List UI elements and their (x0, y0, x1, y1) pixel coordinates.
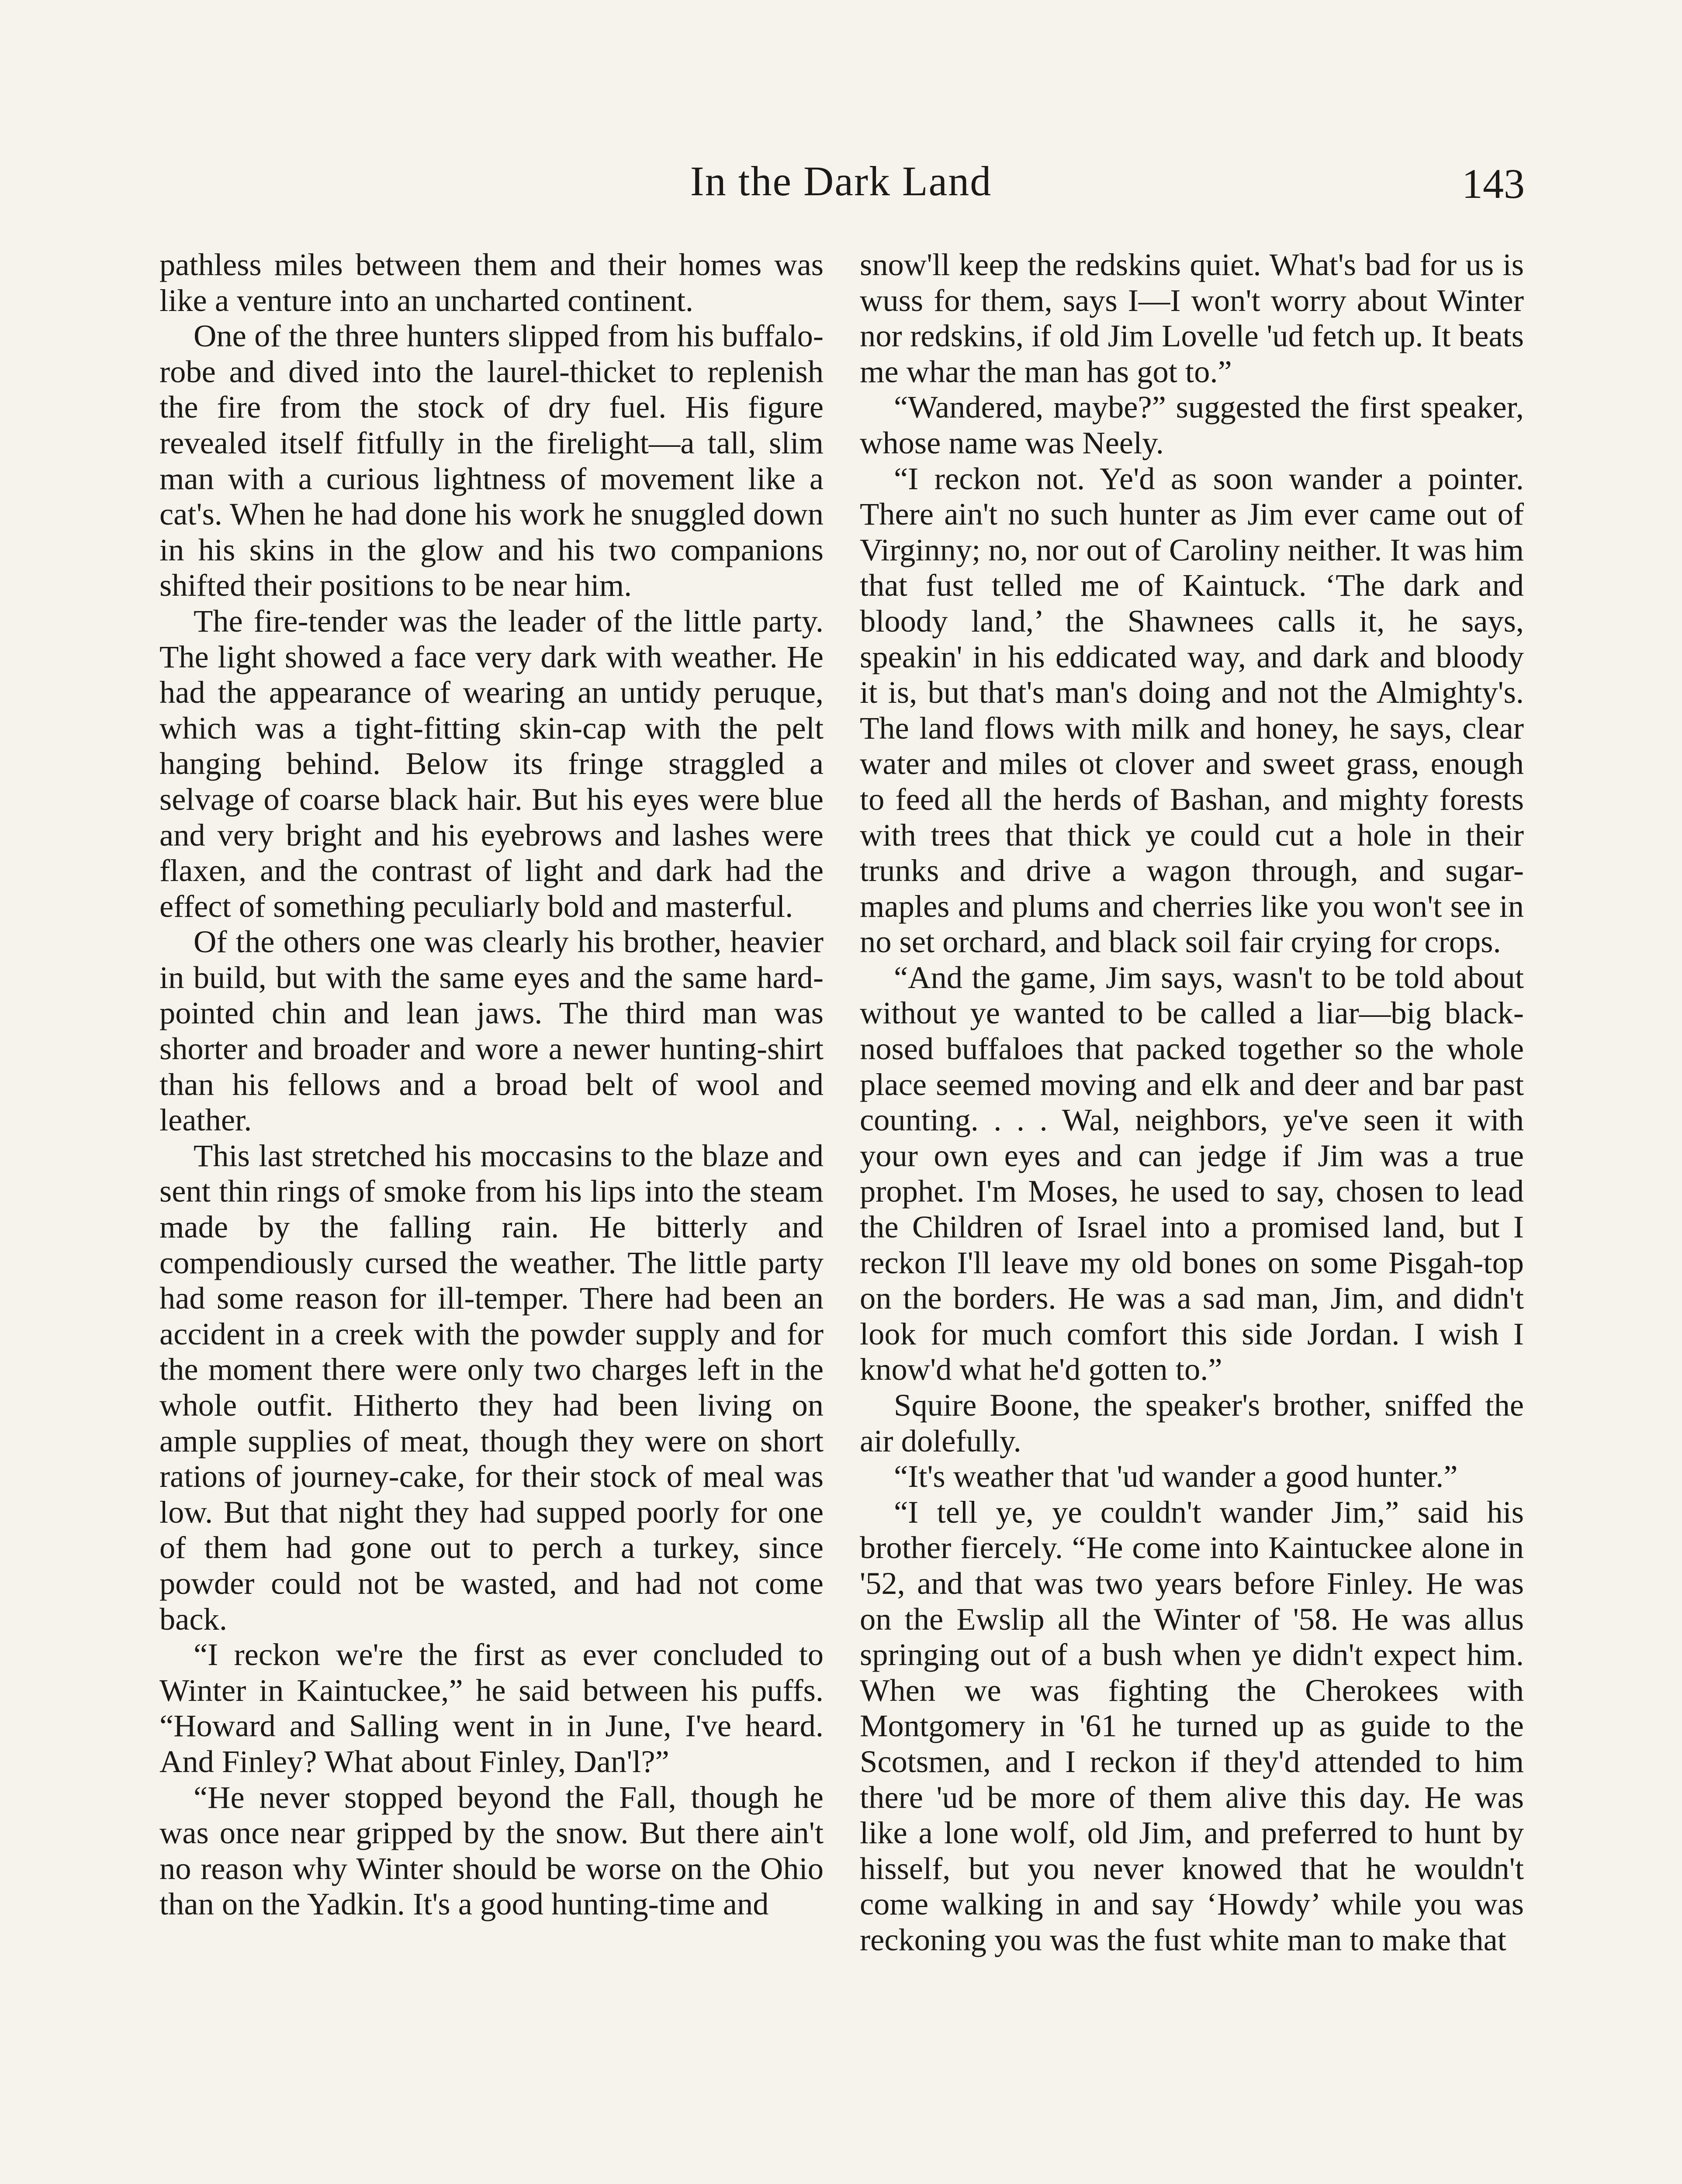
running-header (157, 155, 1525, 212)
paragraph: “He never stopped beyond the Fall, though he was once near gripped by the snow. But there ain't no reason why Winter should be worse on the Ohio than on the Yadkin. It's a good hunting-time and (159, 1779, 824, 1922)
paragraph: “I tell ye, ye couldn't wander Jim,” said his brother fiercely. “He come into Kaintuckee alone in '52, and that was two years before Finley. He was on the Ewslip all the Winter of '58. He was allus springing out of a bush when ye didn't expect him. When we was fighting the Cherokees with Montgomery in '61 he turned up as guide to the Scotsmen, and I reckon if they'd attended to him there 'ud be more of them alive this day. He was like a lone wolf, old Jim, and preferred to hunt by hisself, but you never knowed that he wouldn't come walking in and say ‘Howdy’ while you was reckoning you was the fust white man to make that (860, 1494, 1524, 1957)
paragraph: “I reckon not. Ye'd as soon wander a pointer. There ain't no such hunter as Jim ever came out of Virginny; no, nor out of Caroliny neither. It was him that fust telled me of Kaintuck. ‘The dark and bloody land,’ the Shawnees calls it, he says, speakin' in his eddicated way, and dark and bloody it is, but that's man's doing and not the Almighty's. The land flows with milk and honey, he says, clear water and miles ot clover and sweet grass, enough to feed all the herds of Bashan, and mighty forests with trees that thick ye could cut a hole in their trunks and drive a wagon through, and sugar-maples and plums and cherries like you won't see in no set orchard, and black soil fair crying for crops. (860, 460, 1524, 960)
paragraph: “Wandered, maybe?” suggested the first speaker, whose name was Neely. (860, 389, 1524, 460)
paragraph: Squire Boone, the speaker's brother, sniffed the air dolefully. (860, 1387, 1524, 1458)
paragraph: “I reckon we're the first as ever concluded to Winter in Kaintuckee,” he said between his puffs. “Howard and Salling went in in June, I've heard. And Finley? What about Finley, Dan'l?” (159, 1637, 824, 1779)
page-number: 143 (1462, 160, 1525, 207)
paragraph: The fire-tender was the leader of the little party. The light showed a face very dark with weather. He had the appearance of wearing an untidy peruque, which was a tight-fitting skin-cap with the pelt hanging behind. Below its fringe straggled a selvage of coarse black hair. But his eyes were blue and very bright and his eyebrows and lashes were flaxen, and the contrast of light and dark had the effect of something peculiarly bold and masterful. (159, 603, 824, 924)
paragraph: “And the game, Jim says, wasn't to be told about without ye wanted to be called a liar—big black-nosed buffaloes that packed together so the whole place seemed moving and elk and deer and bar past counting. . . . Wal, neighbors, ye've seen it with your own eyes and can jedge if Jim was a true prophet. I'm Moses, he used to say, chosen to lead the Children of Israel into a promised land, but I reckon I'll leave my old bones on some Pisgah-top on the borders. He was a sad man, Jim, and didn't look for much comfort this side Jordan. I wish I know'd what he'd gotten to.” (860, 959, 1524, 1387)
right-column (860, 247, 1524, 1958)
paragraph: Of the others one was clearly his brother, heavier in build, but with the same eyes and the same hard-pointed chin and lean jaws. The third man was shorter and broader and wore a newer hunting-shirt than his fellows and a broad belt of wool and leather. (159, 924, 824, 1138)
paragraph: pathless miles between them and their homes was like a venture into an uncharted continent. (159, 247, 824, 318)
paragraph: This last stretched his moccasins to the blaze and sent thin rings of smoke from his lips into the steam made by the falling rain. He bitterly and compendiously cursed the weather. The little party had some reason for ill-temper. There had been an accident in a creek with the powder supply and for the moment there were only two charges left in the whole outfit. Hitherto they had been living on ample supplies of meat, though they were on short rations of journey-cake, for their stock of meal was low. But that night they had supped poorly for one of them had gone out to perch a turkey, since powder could not be wasted, and had not come back. (159, 1137, 824, 1637)
left-column (159, 247, 824, 1922)
paragraph: snow'll keep the redskins quiet. What's bad for us is wuss for them, says I—I won't worry about Winter nor redskins, if old Jim Lovelle 'ud fetch up. It beats me whar the man has got to.” (860, 247, 1524, 389)
paragraph: “It's weather that 'ud wander a good hunter.” (894, 1458, 1458, 1494)
paragraph: One of the three hunters slipped from his buffalo-robe and dived into the laurel-thicket to replenish the fire from the stock of dry fuel. His figure revealed itself fitfully in the firelight—a tall, slim man with a curious lightness of movement like a cat's. When he had done his work he snuggled down in his skins in the glow and his two companions shifted their positions to be near him. (159, 318, 824, 603)
running-title: In the Dark Land (690, 158, 992, 204)
